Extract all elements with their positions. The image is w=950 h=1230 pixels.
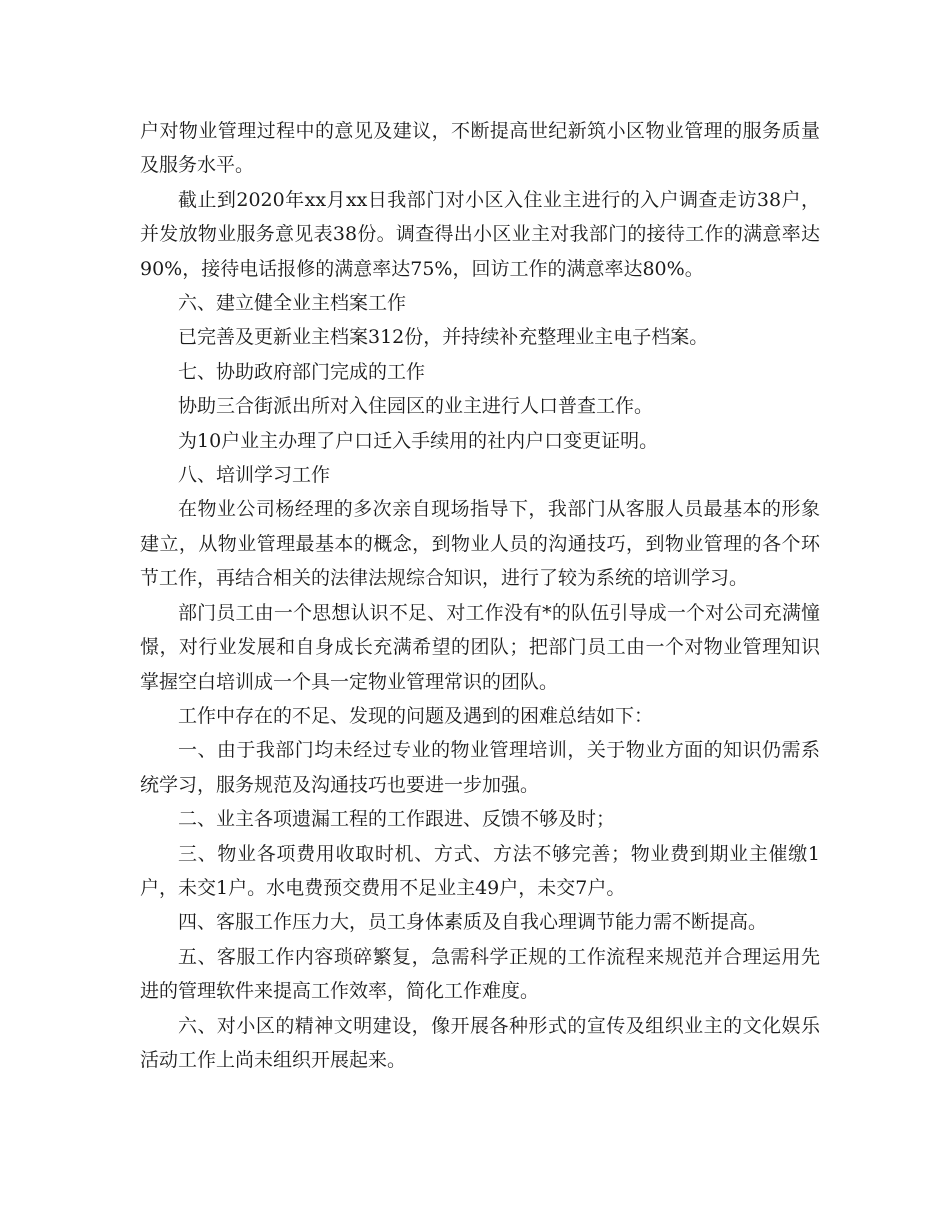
paragraph-shortcomings-intro: 工作中存在的不足、发现的问题及遇到的困难总结如下： [178,704,654,727]
document-body [140,114,820,1077]
paragraph-shortcoming-2: 二、业主各项遗漏工程的工作跟进、反馈不够及时； [178,808,616,831]
paragraph-training-details: 在物业公司杨经理的多次亲自现场指导下，我部门从客服人员最基本的形象建立，从物业管理最基本的概念，到物业人员的沟通技巧，到物业管理的各个环节工作，再结合相关的法律法规综合知识，进行了较为系统的培训学习。 [140,498,820,590]
paragraph-shortcoming-6: 六、对小区的精神文明建设，像开展各种形式的宣传及组织业主的文化娱乐活动工作上尚未组织开展起来。 [140,1014,820,1071]
section-heading-government-assistance: 七、协助政府部门完成的工作 [178,360,426,383]
paragraph-census-assistance: 协助三合街派出所对入住园区的业主进行人口普查工作。 [178,395,654,418]
paragraph-shortcoming-1: 一、由于我部门均未经过专业的物业管理培训，关于物业方面的知识仍需系统学习，服务规范及沟通技巧也要进一步加强。 [140,739,820,796]
paragraph-team-growth: 部门员工由一个思想认识不足、对工作没有*的队伍引导成一个对公司充满憧憬，对行业发展和自身成长充满希望的团队；把部门员工由一个对物业管理知识掌握空白培训成一个具一定物业管理常识的团队。 [140,601,820,693]
paragraph-shortcoming-3: 三、物业各项费用收取时机、方式、方法不够完善；物业费到期业主催缴1户，未交1户。水电费预交费用不足业主49户，未交7户。 [140,842,820,899]
section-heading-owner-archives: 六、建立健全业主档案工作 [178,292,407,315]
paragraph-owner-archives: 已完善及更新业主档案312份，并持续补充整理业主电子档案。 [178,326,709,349]
paragraph-survey-results: 截止到2020年xx月xx日我部门对小区入住业主进行的入户调查走访38户，并发放物业服务意见表38份。调查得出小区业主对我部门的接待工作的满意率达90%，接待电话报修的满意率达75%，回访工作的满意率达80%。 [140,188,820,280]
paragraph-service-quality: 户对物业管理过程中的意见及建议，不断提高世纪新筑小区物业管理的服务质量及服务水平。 [140,120,820,177]
paragraph-household-registration: 为10户业主办理了户口迁入手续用的社内户口变更证明。 [178,429,659,452]
paragraph-shortcoming-4: 四、客服工作压力大，员工身体素质及自我心理调节能力需不断提高。 [178,911,768,934]
section-heading-training: 八、培训学习工作 [178,464,331,487]
paragraph-shortcoming-5: 五、客服工作内容琐碎繁复，急需科学正规的工作流程来规范并合理运用先进的管理软件来提高工作效率，简化工作难度。 [140,945,820,1003]
